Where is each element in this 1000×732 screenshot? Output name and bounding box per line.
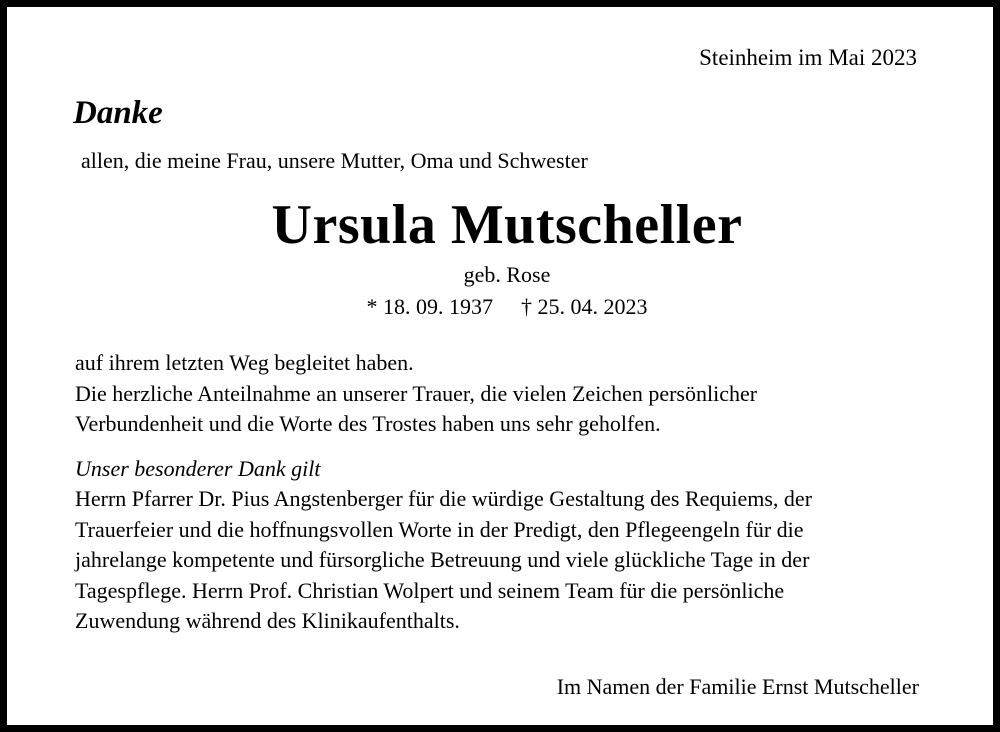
paragraph-line: Zuwendung während des Klinikaufenthalts.: [75, 608, 460, 633]
maiden-name: geb. Rose: [463, 262, 551, 287]
life-dates: [7, 294, 1000, 320]
special-thanks-paragraph: [75, 484, 812, 637]
paragraph-line: auf ihrem letzten Weg begleitet haben.: [75, 350, 414, 375]
gratitude-paragraph: [75, 348, 757, 440]
deceased-name: Ursula Mutscheller: [271, 194, 743, 256]
intro-text: allen, die meine Frau, unsere Mutter, Oma und Schwester: [81, 148, 588, 173]
paragraph-line: Trauerfeier und die hoffnungsvollen Worte in der Predigt, den Pflegeengeln für die: [75, 516, 804, 542]
paragraph-line: Die herzliche Anteilnahme an unserer Trauer, die vielen Zeichen persönlicher: [75, 380, 758, 406]
place-and-date: Steinheim im Mai 2023: [699, 45, 917, 70]
paragraph-line: Herrn Pfarrer Dr. Pius Angstenberger für die würdige Gestaltung des Requiems, der: [75, 486, 813, 511]
death-date: † 25. 04. 2023: [521, 294, 648, 319]
paragraph-line: Tagespflege. Herrn Prof. Christian Wolpert und seinem Team für die persönliche: [75, 577, 785, 603]
paragraph-line: jahrelange kompetente und fürsorgliche Betreuung und viele glückliche Tage in der: [75, 547, 810, 572]
thanks-heading: Danke: [73, 95, 163, 131]
paragraph-line: Verbundenheit und die Worte des Trostes haben uns sehr geholfen.: [75, 411, 661, 436]
family-signature: Im Namen der Familie Ernst Mutscheller: [556, 674, 919, 699]
special-thanks-title: Unser besonderer Dank gilt: [75, 456, 321, 481]
birth-date: * 18. 09. 1937: [366, 294, 493, 319]
